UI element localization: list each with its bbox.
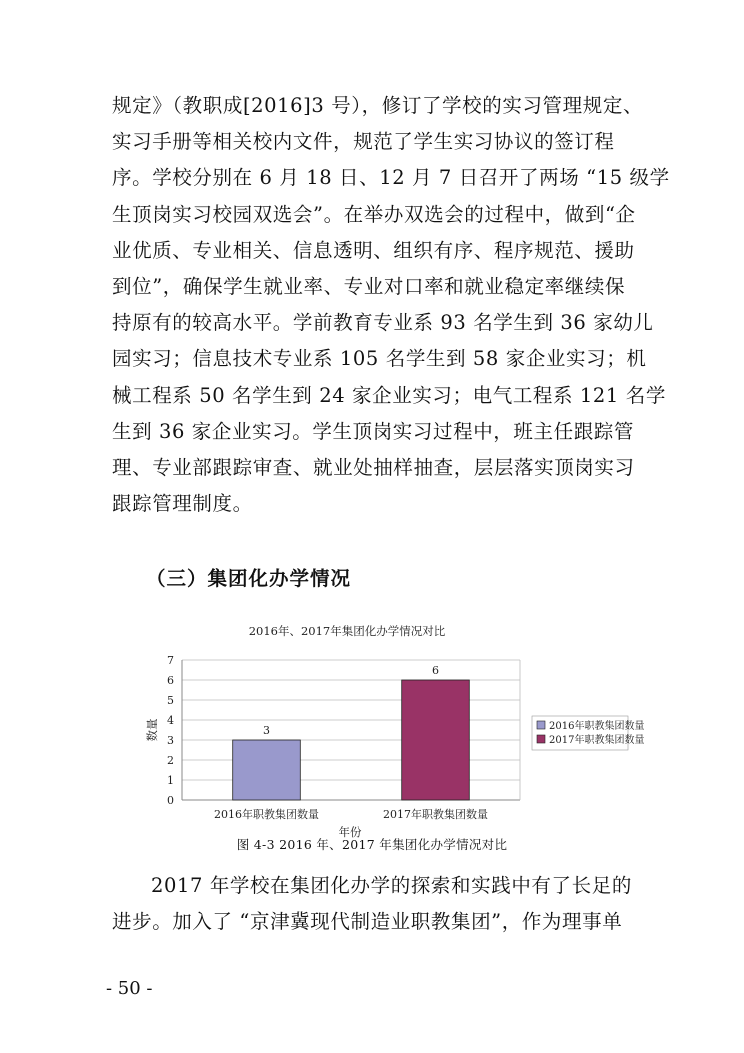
text-line: 到位”，确保学生就业率、专业对口率和就业稳定率继续保 [112, 275, 626, 299]
text-line: 园实习；信息技术专业系 105 名学生到 58 家企业实习；机 [112, 347, 647, 371]
x-axis-label: 年份 [338, 825, 362, 839]
text-line: 生到 36 家企业实习。学生顶岗实习过程中，班主任跟踪管 [112, 419, 635, 443]
bar-chart [142, 618, 645, 850]
text-line: 生顶岗实习校园双选会”。在举办双选会的过程中，做到“企 [112, 202, 636, 226]
body-paragraph-2 [112, 868, 632, 940]
y-tick-label: 2 [167, 754, 174, 767]
y-tick-label: 4 [167, 714, 174, 727]
text-line: 械工程系 50 名学生到 24 家企业实习；电气工程系 121 名学 [112, 383, 666, 407]
legend-swatch [537, 735, 545, 743]
data-label: 3 [263, 724, 270, 737]
chart-legend [532, 716, 644, 750]
legend-label: 2016年职教集团数量 [549, 721, 645, 732]
legend-swatch [537, 721, 545, 729]
bar [233, 740, 301, 800]
bar [402, 680, 470, 800]
chart-title: 2016年、2017年集团化办学情况对比 [248, 624, 446, 638]
y-tick-label: 7 [167, 654, 174, 667]
data-label: 6 [432, 664, 439, 677]
section-heading: （三）集团化办学情况 [146, 567, 352, 590]
text-line: 跟踪管理制度。 [112, 492, 253, 516]
legend-label: 2017年职教集团数量 [549, 735, 645, 746]
text-line: 业优质、专业相关、信息透明、组织有序、程序规范、援助 [112, 238, 635, 262]
x-tick-label: 2016年职教集团数量 [214, 808, 319, 821]
chart-container [142, 618, 645, 850]
y-axis-label: 数量 [145, 718, 159, 742]
y-tick-label: 0 [167, 794, 174, 807]
text-line: 实习手册等相关校内文件，规范了学生实习协议的签订程 [112, 130, 615, 154]
y-tick-label: 1 [167, 774, 174, 787]
x-tick-label: 2017年职教集团数量 [383, 808, 488, 821]
body-paragraph-1 [112, 88, 670, 522]
text-line: 持原有的较高水平。学前教育专业系 93 名学生到 36 家幼儿 [112, 311, 654, 335]
y-tick-label: 3 [167, 734, 174, 747]
y-tick-label: 5 [167, 694, 174, 707]
figure-caption: 图 4-3 2016 年、2017 年集团化办学情况对比 [236, 837, 508, 852]
text-line: 规定》（教职成[2016]3 号），修订了学校的实习管理规定、 [112, 94, 644, 117]
text-line: 进步。加入了 “京津冀现代制造业职教集团”，作为理事单 [112, 910, 623, 934]
y-tick-label: 6 [167, 674, 174, 687]
text-line: 理、专业部跟踪审查、就业处抽样抽查，层层落实顶岗实习 [112, 456, 635, 480]
text-line: 2017 年学校在集团化办学的探索和实践中有了长足的 [151, 874, 632, 897]
page-number: - 50 - [106, 978, 153, 999]
text-line: 序。学校分别在 6 月 18 日、12 月 7 日召开了两场 “15 级学 [112, 166, 670, 190]
